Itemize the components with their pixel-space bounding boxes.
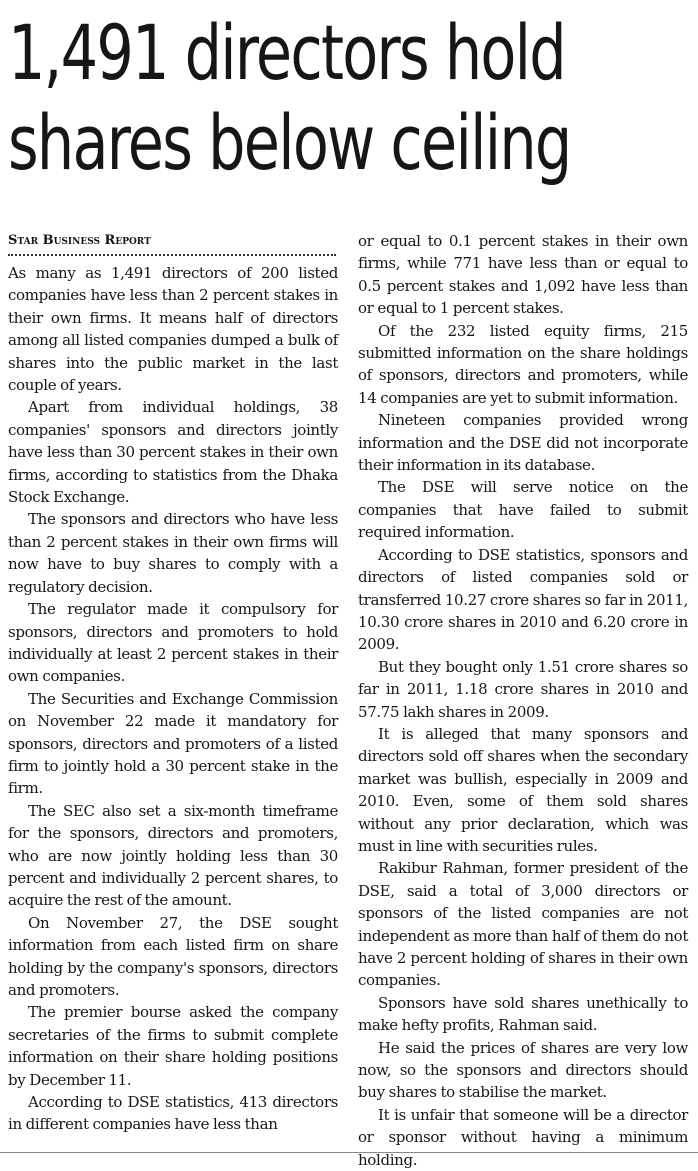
paragraph: The DSE will serve notice on the companies that have failed to submit required information.: [358, 478, 688, 542]
headline: [8, 8, 692, 188]
paragraph: Apart from individual holdings, 38 companies' sponsors and directors jointly have less than 30 percent stakes in their own firms, according to statistics from the Dhaka Stock Exchange.: [8, 398, 338, 507]
paragraph: It is unfair that someone will be a director or sponsor without having a minimum holding.: [358, 1105, 688, 1169]
right-column: [358, 230, 688, 1171]
paragraph: As many as 1,491 directors of 200 listed companies have less than 2 percent stakes in their own firms. It means half of directors among all listed companies dumped a bulk of shares into the public market in the last couple of years.: [8, 264, 338, 395]
paragraph: According to DSE statistics, 413 directors in different companies have less than: [8, 1093, 338, 1134]
paragraph: According to DSE statistics, sponsors and directors of listed companies sold or transferred 10.27 crore shares so far in 2011, 10.30 crore shares in 2010 and 6.20 crore in 2009.: [358, 545, 688, 654]
paragraph: The SEC also set a six-month timeframe for the sponsors, directors and promoters, who are now jointly holding less than 30 percent and individually 2 percent shares, to acquire the rest of the amount.: [8, 801, 338, 910]
bottom-rule: [0, 1152, 698, 1153]
headline-line-1: 1,491 directors hold: [8, 8, 565, 97]
paragraph: The sponsors and directors who have less than 2 percent stakes in their own firms will now have to buy shares to comply with a regulatory decision.: [8, 510, 338, 596]
paragraph: Of the 232 listed equity firms, 215 submitted information on the share holdings of sponsors, directors and promoters, while 14 companies are yet to submit information.: [358, 321, 688, 407]
paragraph: The regulator made it compulsory for sponsors, directors and promoters to hold individually at least 2 percent stakes in their own companies.: [8, 600, 338, 686]
left-column: [8, 230, 338, 1136]
paragraph: But they bought only 1.51 crore shares so far in 2011, 1.18 crore shares in 2010 and 57.75 lakh shares in 2009.: [358, 657, 688, 721]
paragraph: The Securities and Exchange Commission on November 22 made it mandatory for sponsors, directors and promoters of a listed firm to jointly hold a 30 percent stake in the firm.: [8, 689, 338, 798]
paragraph: or equal to 0.1 percent stakes in their own firms, while 771 have less than or equal to 0.5 percent stakes and 1,092 have less than or equal to 1 percent stakes.: [358, 232, 688, 318]
headline-line-2: shares below ceiling: [8, 98, 571, 187]
paragraph: On November 27, the DSE sought information from each listed firm on share holding by the company's sponsors, directors and promoters.: [8, 913, 338, 999]
paragraph: Nineteen companies provided wrong information and the DSE did not incorporate their information in its database.: [358, 411, 688, 475]
paragraph: The premier bourse asked the company secretaries of the firms to submit complete information on their share holding positions by December 11.: [8, 1003, 338, 1089]
paragraph: It is alleged that many sponsors and directors sold off shares when the secondary market was bullish, especially in 2009 and 2010. Even, some of them sold shares without any prior declaration, which was must in line with securities rules.: [358, 724, 688, 855]
dotted-divider: [8, 254, 336, 256]
paragraph: He said the prices of shares are very low now, so the sponsors and directors should buy shares to stabilise the market.: [358, 1038, 688, 1102]
byline: Star Business Report: [8, 233, 151, 248]
paragraph: Rakibur Rahman, former president of the DSE, said a total of 3,000 directors or sponsors of the listed companies are not independent as more than half of them do not have 2 percent holding of shares in their own companies.: [358, 859, 688, 990]
paragraph: Sponsors have sold shares unethically to make hefty profits, Rahman said.: [358, 993, 688, 1035]
